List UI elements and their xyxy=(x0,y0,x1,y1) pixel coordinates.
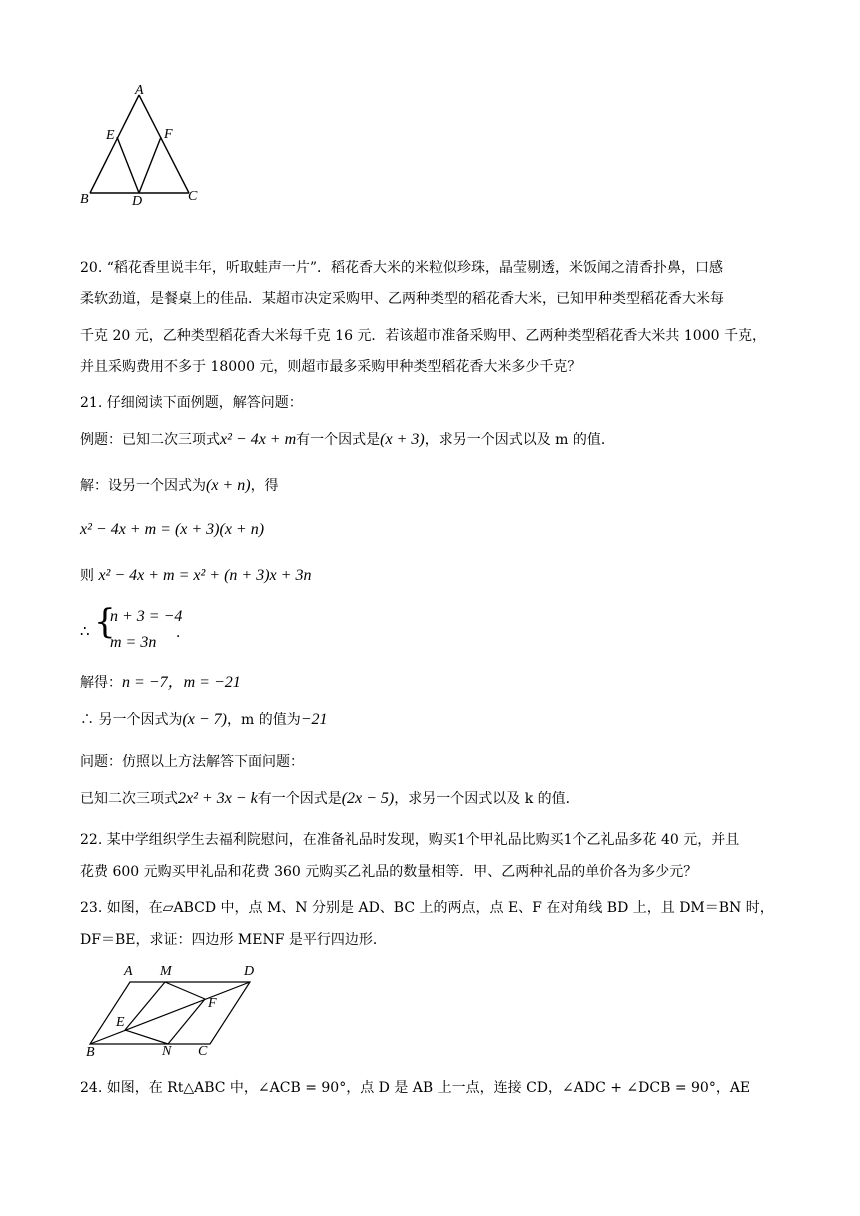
q21-example xyxy=(80,430,615,450)
example-factor: (x + 3) xyxy=(380,431,425,448)
solution-suffix: ，得 xyxy=(250,478,279,494)
fig2-label-m: M xyxy=(160,964,172,979)
system-end-mark: ． xyxy=(176,625,190,641)
q21-equation-2 xyxy=(80,566,311,586)
fig2-label-e: E xyxy=(116,1015,125,1030)
system-equation-2: m = 3n xyxy=(110,634,157,651)
conclusion-prefix: ∴ 另一个因式为 xyxy=(80,712,183,728)
task-prefix: 已知二次三项式 xyxy=(80,791,178,807)
q20-line-3: 千克 20 元，乙种类型稻花香大米每千克 16 元．若该超市准备采购甲、乙两种类型稻花香大米共 1000 千克， xyxy=(80,328,766,344)
conclusion-value: −21 xyxy=(300,711,328,728)
solved-prefix: 解得： xyxy=(80,675,122,691)
fig2-label-f: F xyxy=(208,996,217,1011)
fig2-label-a: A xyxy=(124,964,133,979)
q20-line-1: 20. “稻花香里说丰年，听取蛙声一片”．稻花香大米的米粒似珍珠，晶莹剔透，米饭闻之清香扑鼻，口感 xyxy=(80,260,724,276)
example-mid: 有一个因式是 xyxy=(296,432,381,448)
q20-line-2: 柔软劲道，是餐桌上的佳品．某超市决定采购甲、乙两种类型的稻花香大米，已知甲种类型稻花香大米每 xyxy=(80,291,724,307)
q21-task xyxy=(80,789,580,809)
q22-line-1: 22. 某中学组织学生去福利院慰问，在准备礼品时发现，购买1个甲礼品比购买1个乙礼品多花 40 元，并且 xyxy=(80,832,740,848)
example-suffix: ，求另一个因式以及 m 的值． xyxy=(424,432,615,448)
q24-line-1: 24. 如图，在 Rt△ABC 中，∠ACB = 90°，点 D 是 AB 上一点，连接 CD，∠ADC + ∠DCB = 90°，AE xyxy=(80,1080,751,1096)
fig1-label-b: B xyxy=(80,192,89,207)
solution-prefix: 解：设另一个因式为 xyxy=(80,478,206,494)
example-expression: x² − 4x + m xyxy=(220,431,297,448)
conclusion-mid: ，m 的值为 xyxy=(227,712,301,728)
solved-values: n = −7，m = −21 xyxy=(122,674,241,691)
example-prefix: 例题：已知二次三项式 xyxy=(80,432,220,448)
task-suffix: ，求另一个因式以及 k 的值． xyxy=(394,791,580,807)
fig1-label-a: A xyxy=(135,83,144,98)
fig1-label-e: E xyxy=(106,128,115,143)
q23-line-1: 23. 如图，在▱ABCD 中，点 M、N 分别是 AD、BC 上的两点，点 E、F 在对角线 BD 上，且 DM＝BN 时， xyxy=(80,900,774,916)
equation-2-prefix: 则 xyxy=(80,568,94,584)
q21-title: 21. 仔细阅读下面例题，解答问题： xyxy=(80,395,303,411)
task-expression: 2x² + 3x − k xyxy=(178,790,258,807)
solution-factor: (x + n) xyxy=(206,477,251,494)
fig2-label-n: N xyxy=(162,1044,172,1059)
fig2-label-d: D xyxy=(244,964,255,979)
system-equation-1: n + 3 = −4 xyxy=(110,608,183,625)
therefore-symbol: ∴ xyxy=(80,622,90,640)
q21-conclusion xyxy=(80,710,328,730)
q23-line-2: DF＝BE，求证：四边形 MENF 是平行四边形． xyxy=(80,932,387,948)
q22-line-2: 花费 600 元购买甲礼品和花费 360 元购买乙礼品的数量相等．甲、乙两种礼品的单价各为多少元？ xyxy=(80,864,698,880)
q21-problem: 问题：仿照以上方法解答下面问题： xyxy=(80,754,304,770)
fig2-label-b: B xyxy=(86,1045,95,1060)
fig1-label-c: C xyxy=(188,189,198,204)
q21-solution-intro xyxy=(80,476,279,496)
q21-solved xyxy=(80,673,241,693)
fig2-label-c: C xyxy=(198,1044,208,1059)
fig1-label-f: F xyxy=(164,127,173,142)
fig1-label-d: D xyxy=(132,194,143,209)
parallelogram-figure xyxy=(80,970,270,1060)
task-mid: 有一个因式是 xyxy=(257,791,342,807)
system-brace: { xyxy=(94,602,116,642)
conclusion-factor: (x − 7) xyxy=(182,711,228,728)
q20-line-4: 并且采购费用不多于 18000 元，则超市最多采购甲种类型稻花香大米多少千克？ xyxy=(80,359,582,375)
equation-2-body: x² − 4x + m = x² + (n + 3)x + 3n xyxy=(98,567,312,584)
q21-equation-1: x² − 4x + m = (x + 3)(x + n) xyxy=(80,521,265,538)
task-factor: (2x − 5) xyxy=(341,790,395,807)
